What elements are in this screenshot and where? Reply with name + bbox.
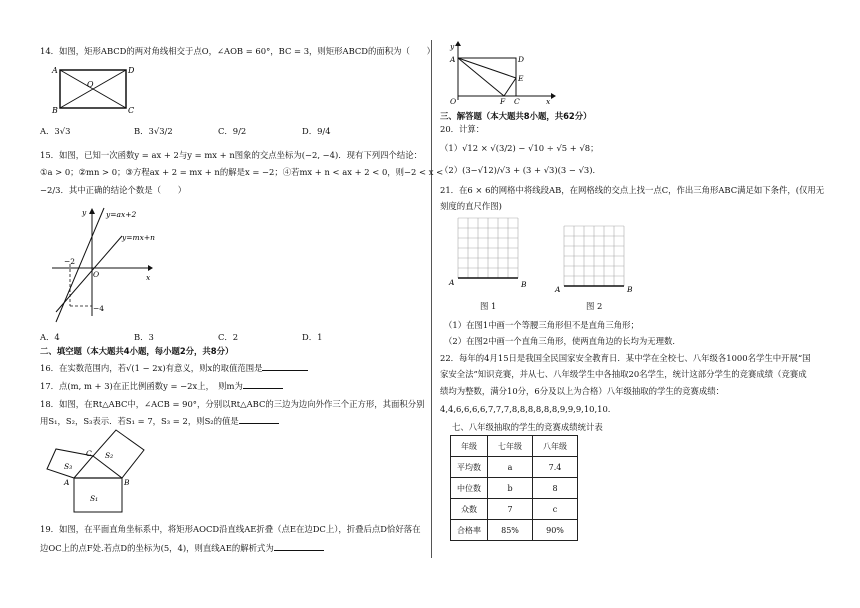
grid2-label-A: A [555, 285, 561, 294]
q16-question: 16．在实数范围内，若√(1 − 2x)有意义，则x的取值范围是 [40, 363, 263, 373]
q14-text: 14．如图，矩形ABCD的两对角线相交于点O，∠AOB = 60°，BC = 3，则矩形ABCD的面积为（ ） [40, 46, 436, 56]
table-row [451, 499, 578, 520]
label-B18: B [124, 478, 130, 487]
label-x19: x [546, 97, 551, 106]
q22-line2: 家安全法”知识竞赛，并从七、八年级学生中各抽取20名学生，统计这部分学生的竞赛成绩（竞赛成 [440, 369, 807, 379]
table-cell: c [533, 499, 578, 520]
table-row [451, 520, 578, 541]
table-cell: 中位数 [451, 478, 488, 499]
table-cell: a [488, 457, 533, 478]
q21-fig1-caption: 图 1 [480, 301, 497, 311]
q21-sub1: （1）在图1中画一个等腰三角形但不是直角三角形； [444, 320, 639, 330]
q15-line3: −2/3．其中正确的结论个数是（ ） [40, 185, 187, 195]
label-s1: S₁ [90, 494, 99, 503]
q19-line1: 19．如图，在平面直角坐标系中，将矩形AOCD沿直线AE折叠（点E在边DC上），折叠后点D恰好落在 [40, 524, 421, 534]
label-A18: A [64, 478, 70, 487]
q19-line2 [40, 543, 324, 554]
q19-answer-blank [274, 550, 324, 551]
label-minus4: −4 [93, 304, 105, 313]
grid1-label-B: B [521, 280, 527, 289]
q22-table-title: 七、八年级抽取的学生的竞赛成绩统计表 [452, 422, 603, 432]
label-origin: O [93, 270, 100, 279]
table-cell: 年级 [451, 436, 488, 457]
q15-option-d: D．1 [302, 332, 323, 342]
label-y-mxn: y=mx+n [122, 233, 155, 242]
q16-answer-blank [262, 370, 308, 371]
table-cell: b [488, 478, 533, 499]
q15-line-graph-figure [48, 206, 168, 324]
table-row [451, 478, 578, 499]
q22-line4: 4,4,6,6,6,6,7,7,7,8,8,8,8,8,8,9,9,9,10,10. [440, 404, 611, 414]
table-cell: 7.4 [533, 457, 578, 478]
label-C: C [128, 106, 135, 115]
table-cell: 七年级 [488, 436, 533, 457]
label-F19: F [500, 97, 506, 106]
q15-line2: ①a > 0；②mn > 0；③方程ax + 2 = mx + n的解是x = −2；④若mx + n < ax + 2 < 0，则−2 < x < [40, 167, 444, 177]
label-y-ax2: y=ax+2 [106, 210, 137, 219]
q18-squares-figure [44, 428, 150, 518]
table-cell: 8 [533, 478, 578, 499]
q15-option-c: C．2 [218, 332, 239, 342]
q22-line1: 22．每年的4月15日是我国全民国家安全教育日．某中学在全校七、八年级各1000名学生中开展“国 [440, 353, 811, 363]
label-A: A [52, 66, 58, 75]
q21-fig2-caption: 图 2 [586, 301, 603, 311]
q22-stats-table [450, 435, 578, 541]
q21-line1: 21．在6 × 6的网格中将线段AB，在网格线的交点上找一点C，作出三角形ABC满足如下条件，(仅用无 [440, 185, 825, 195]
q20-part2: （2）(3−√12)/√3 + (3 + √3)(3 − √3)． [440, 165, 601, 175]
label-s3: S₃ [64, 462, 73, 471]
q18-question: 用S₁，S₂，S₃表示．若S₁ = 7，S₃ = 2，则S₂的值是 [40, 416, 239, 426]
label-y19: y [450, 42, 455, 51]
label-A19: A [450, 55, 456, 64]
q21-grid-figure-2 [554, 216, 640, 296]
q14-option-a: A．3√3 [40, 126, 71, 136]
q15-option-b: B．3 [134, 332, 154, 342]
right-column [432, 0, 860, 608]
table-cell: 90% [533, 520, 578, 541]
section2-heading: 二、填空题（本大题共4小题，每小题2分，共8分） [40, 346, 234, 356]
label-C19: C [514, 97, 520, 106]
q21-grid-figure-1 [448, 216, 534, 296]
q21-sub2: （2）在图2中画一个直角三角形，使两直角边的长均为无理数． [444, 336, 681, 346]
q19-question: 边OC上的点F处.若点D的坐标为(5，4)，则直线AE的解析式为 [40, 543, 274, 553]
q17-text [40, 381, 283, 392]
q20-intro: 20．计算： [440, 124, 485, 134]
q22-line3: 绩均为整数，满分10分，6分及以上为合格）八年级抽取的学生的竞赛成绩： [440, 386, 724, 396]
q15-option-a: A．4 [40, 332, 60, 342]
label-D19: D [518, 55, 525, 64]
label-B: B [52, 106, 58, 115]
label-minus2: −2 [64, 257, 76, 266]
q19-coordinate-figure [448, 40, 558, 106]
label-E19: E [518, 74, 524, 83]
table-row [451, 436, 578, 457]
label-C18: C [86, 449, 92, 458]
q16-text [40, 363, 308, 374]
label-D: D [128, 66, 135, 75]
table-cell: 八年级 [533, 436, 578, 457]
q18-line2 [40, 416, 279, 427]
table-cell: 85% [488, 520, 533, 541]
table-cell: 众数 [451, 499, 488, 520]
q17-answer-blank [243, 388, 283, 389]
q17-question: 17．点(m, m + 3)在正比例函数y = −2x上， 则m为 [40, 381, 243, 391]
grid2-label-B: B [627, 285, 633, 294]
table-cell: 合格率 [451, 520, 488, 541]
q18-line1: 18．如图，在Rt△ABC中，∠ACB = 90°，分别以Rt△ABC的三边为边向外作三个正方形，其面积分别 [40, 399, 425, 409]
q14-option-d: D．9/4 [302, 126, 331, 136]
label-s2: S₂ [105, 451, 114, 460]
q18-answer-blank [239, 423, 279, 424]
label-O19: O [450, 97, 457, 106]
table-row [451, 457, 578, 478]
q20-part1: （1）√12 × √(3/2) − √10 ÷ √5 + √8； [440, 143, 599, 153]
q14-rectangle-figure [50, 64, 140, 116]
label-x-axis: x [146, 273, 151, 282]
label-O: O [87, 80, 94, 89]
grid1-label-A: A [449, 278, 455, 287]
label-y-axis: y [82, 208, 87, 217]
q21-line2: 刻度的直尺作图) [440, 201, 502, 211]
section3-heading: 三、解答题（本大题共8小题，共62分） [440, 111, 592, 121]
table-cell: 7 [488, 499, 533, 520]
q14-option-c: C．9/2 [218, 126, 247, 136]
q14-option-b: B．3√3/2 [134, 126, 173, 136]
table-cell: 平均数 [451, 457, 488, 478]
q15-line1: 15．如图，已知一次函数y = ax + 2与y = mx + n图象的交点坐标为(−2, −4)．现有下列四个结论： [40, 150, 423, 160]
